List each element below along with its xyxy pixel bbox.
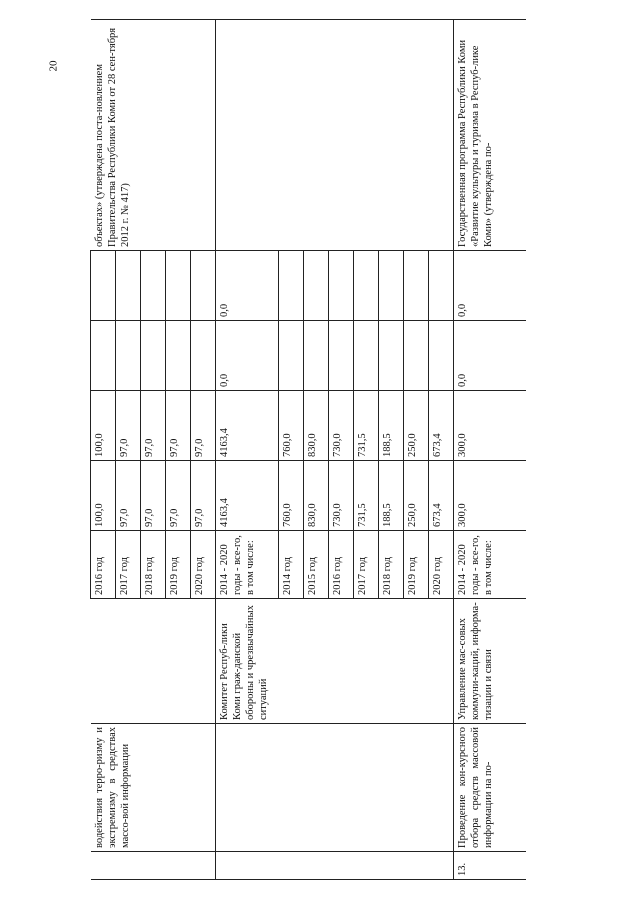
executor-cell: Комитет Респуб-лики Коми граж-данской обороны и чрезвычайных ситуаций (216, 599, 454, 724)
fb-cell: 0,0 (216, 321, 279, 391)
year-cell: 2014 год (279, 531, 304, 599)
rb-cell: 300,0 (454, 391, 527, 461)
other-cell (91, 251, 116, 321)
other-cell (166, 251, 191, 321)
other-cell (354, 251, 379, 321)
total-cell: 100,0 (91, 461, 116, 531)
rb-cell: 97,0 (166, 391, 191, 461)
period-cell: 2014 - 2020 годы - все-го, в том числе: (216, 531, 279, 599)
rb-cell: 760,0 (279, 391, 304, 461)
row-number-cell (91, 852, 216, 880)
year-cell: 2017 год (116, 531, 141, 599)
year-cell: 2018 год (379, 531, 404, 599)
rb-cell: 97,0 (116, 391, 141, 461)
row-number-cell (216, 852, 454, 880)
rb-cell: 188,5 (379, 391, 404, 461)
rb-cell: 830,0 (304, 391, 329, 461)
year-cell: 2020 год (429, 531, 454, 599)
total-cell: 830,0 (304, 461, 329, 531)
other-cell (304, 251, 329, 321)
other-cell (116, 251, 141, 321)
budget-table (90, 19, 526, 880)
total-cell: 250,0 (404, 461, 429, 531)
year-cell: 2018 год (141, 531, 166, 599)
rb-cell: 673,4 (429, 391, 454, 461)
fb-cell (354, 321, 379, 391)
rb-cell: 97,0 (191, 391, 216, 461)
other-cell (379, 251, 404, 321)
total-cell: 97,0 (116, 461, 141, 531)
fb-cell (304, 321, 329, 391)
total-cell: 97,0 (141, 461, 166, 531)
year-cell: 2016 год (329, 531, 354, 599)
year-cell: 2017 год (354, 531, 379, 599)
fb-cell (329, 321, 354, 391)
program-cell (216, 20, 454, 251)
rb-cell: 250,0 (404, 391, 429, 461)
rb-cell: 730,0 (329, 391, 354, 461)
rb-cell: 4163,4 (216, 391, 279, 461)
rotated-table-container (90, 27, 537, 880)
period-cell: 2014 - 2020 годы - все-го, в том числе: (454, 531, 527, 599)
year-cell: 2016 год (91, 531, 116, 599)
executor-cell: Управление мас-совых коммуни-каций, информа-тизации и связи (454, 599, 527, 724)
rb-cell: 97,0 (141, 391, 166, 461)
event-cell (216, 724, 454, 852)
total-cell: 730,0 (329, 461, 354, 531)
program-cell: Государственная программа Республики Коми «Развитие культуры и туризма в Респуб-лике Коми» (утверждена по- (454, 20, 527, 251)
fb-cell (191, 321, 216, 391)
rb-cell: 731,5 (354, 391, 379, 461)
fb-cell (141, 321, 166, 391)
other-cell (191, 251, 216, 321)
year-cell: 2019 год (404, 531, 429, 599)
rb-cell: 100,0 (91, 391, 116, 461)
executor-cell (91, 599, 216, 724)
other-cell (429, 251, 454, 321)
fb-cell: 0,0 (454, 321, 527, 391)
other-cell (141, 251, 166, 321)
total-cell: 731,5 (354, 461, 379, 531)
event-cell: водействия терро-ризму и экстремизму в средствах массо-вой информации (91, 724, 216, 852)
year-cell: 2020 год (191, 531, 216, 599)
fb-cell (404, 321, 429, 391)
fb-cell (279, 321, 304, 391)
total-cell: 97,0 (166, 461, 191, 531)
fb-cell (116, 321, 141, 391)
year-cell: 2015 год (304, 531, 329, 599)
year-cell: 2019 год (166, 531, 191, 599)
other-cell (279, 251, 304, 321)
event-cell: Проведение кон-курсного отбора средств массовой информации на по- (454, 724, 527, 852)
fb-cell (429, 321, 454, 391)
total-cell: 97,0 (191, 461, 216, 531)
fb-cell (166, 321, 191, 391)
total-cell: 673,4 (429, 461, 454, 531)
total-cell: 4163,4 (216, 461, 279, 531)
other-cell (404, 251, 429, 321)
total-cell: 188,5 (379, 461, 404, 531)
total-cell: 300,0 (454, 461, 527, 531)
fb-cell (91, 321, 116, 391)
fb-cell (379, 321, 404, 391)
page-number: 20 (47, 60, 60, 72)
total-cell: 760,0 (279, 461, 304, 531)
row-number-cell: 13. (454, 852, 527, 880)
other-cell (329, 251, 354, 321)
other-cell: 0,0 (216, 251, 279, 321)
other-cell: 0,0 (454, 251, 527, 321)
program-cell: объектах» (утверждена поста-новлением Правительства Республики Коми от 28 сен-тября 2012 г. № 417) (91, 20, 216, 251)
